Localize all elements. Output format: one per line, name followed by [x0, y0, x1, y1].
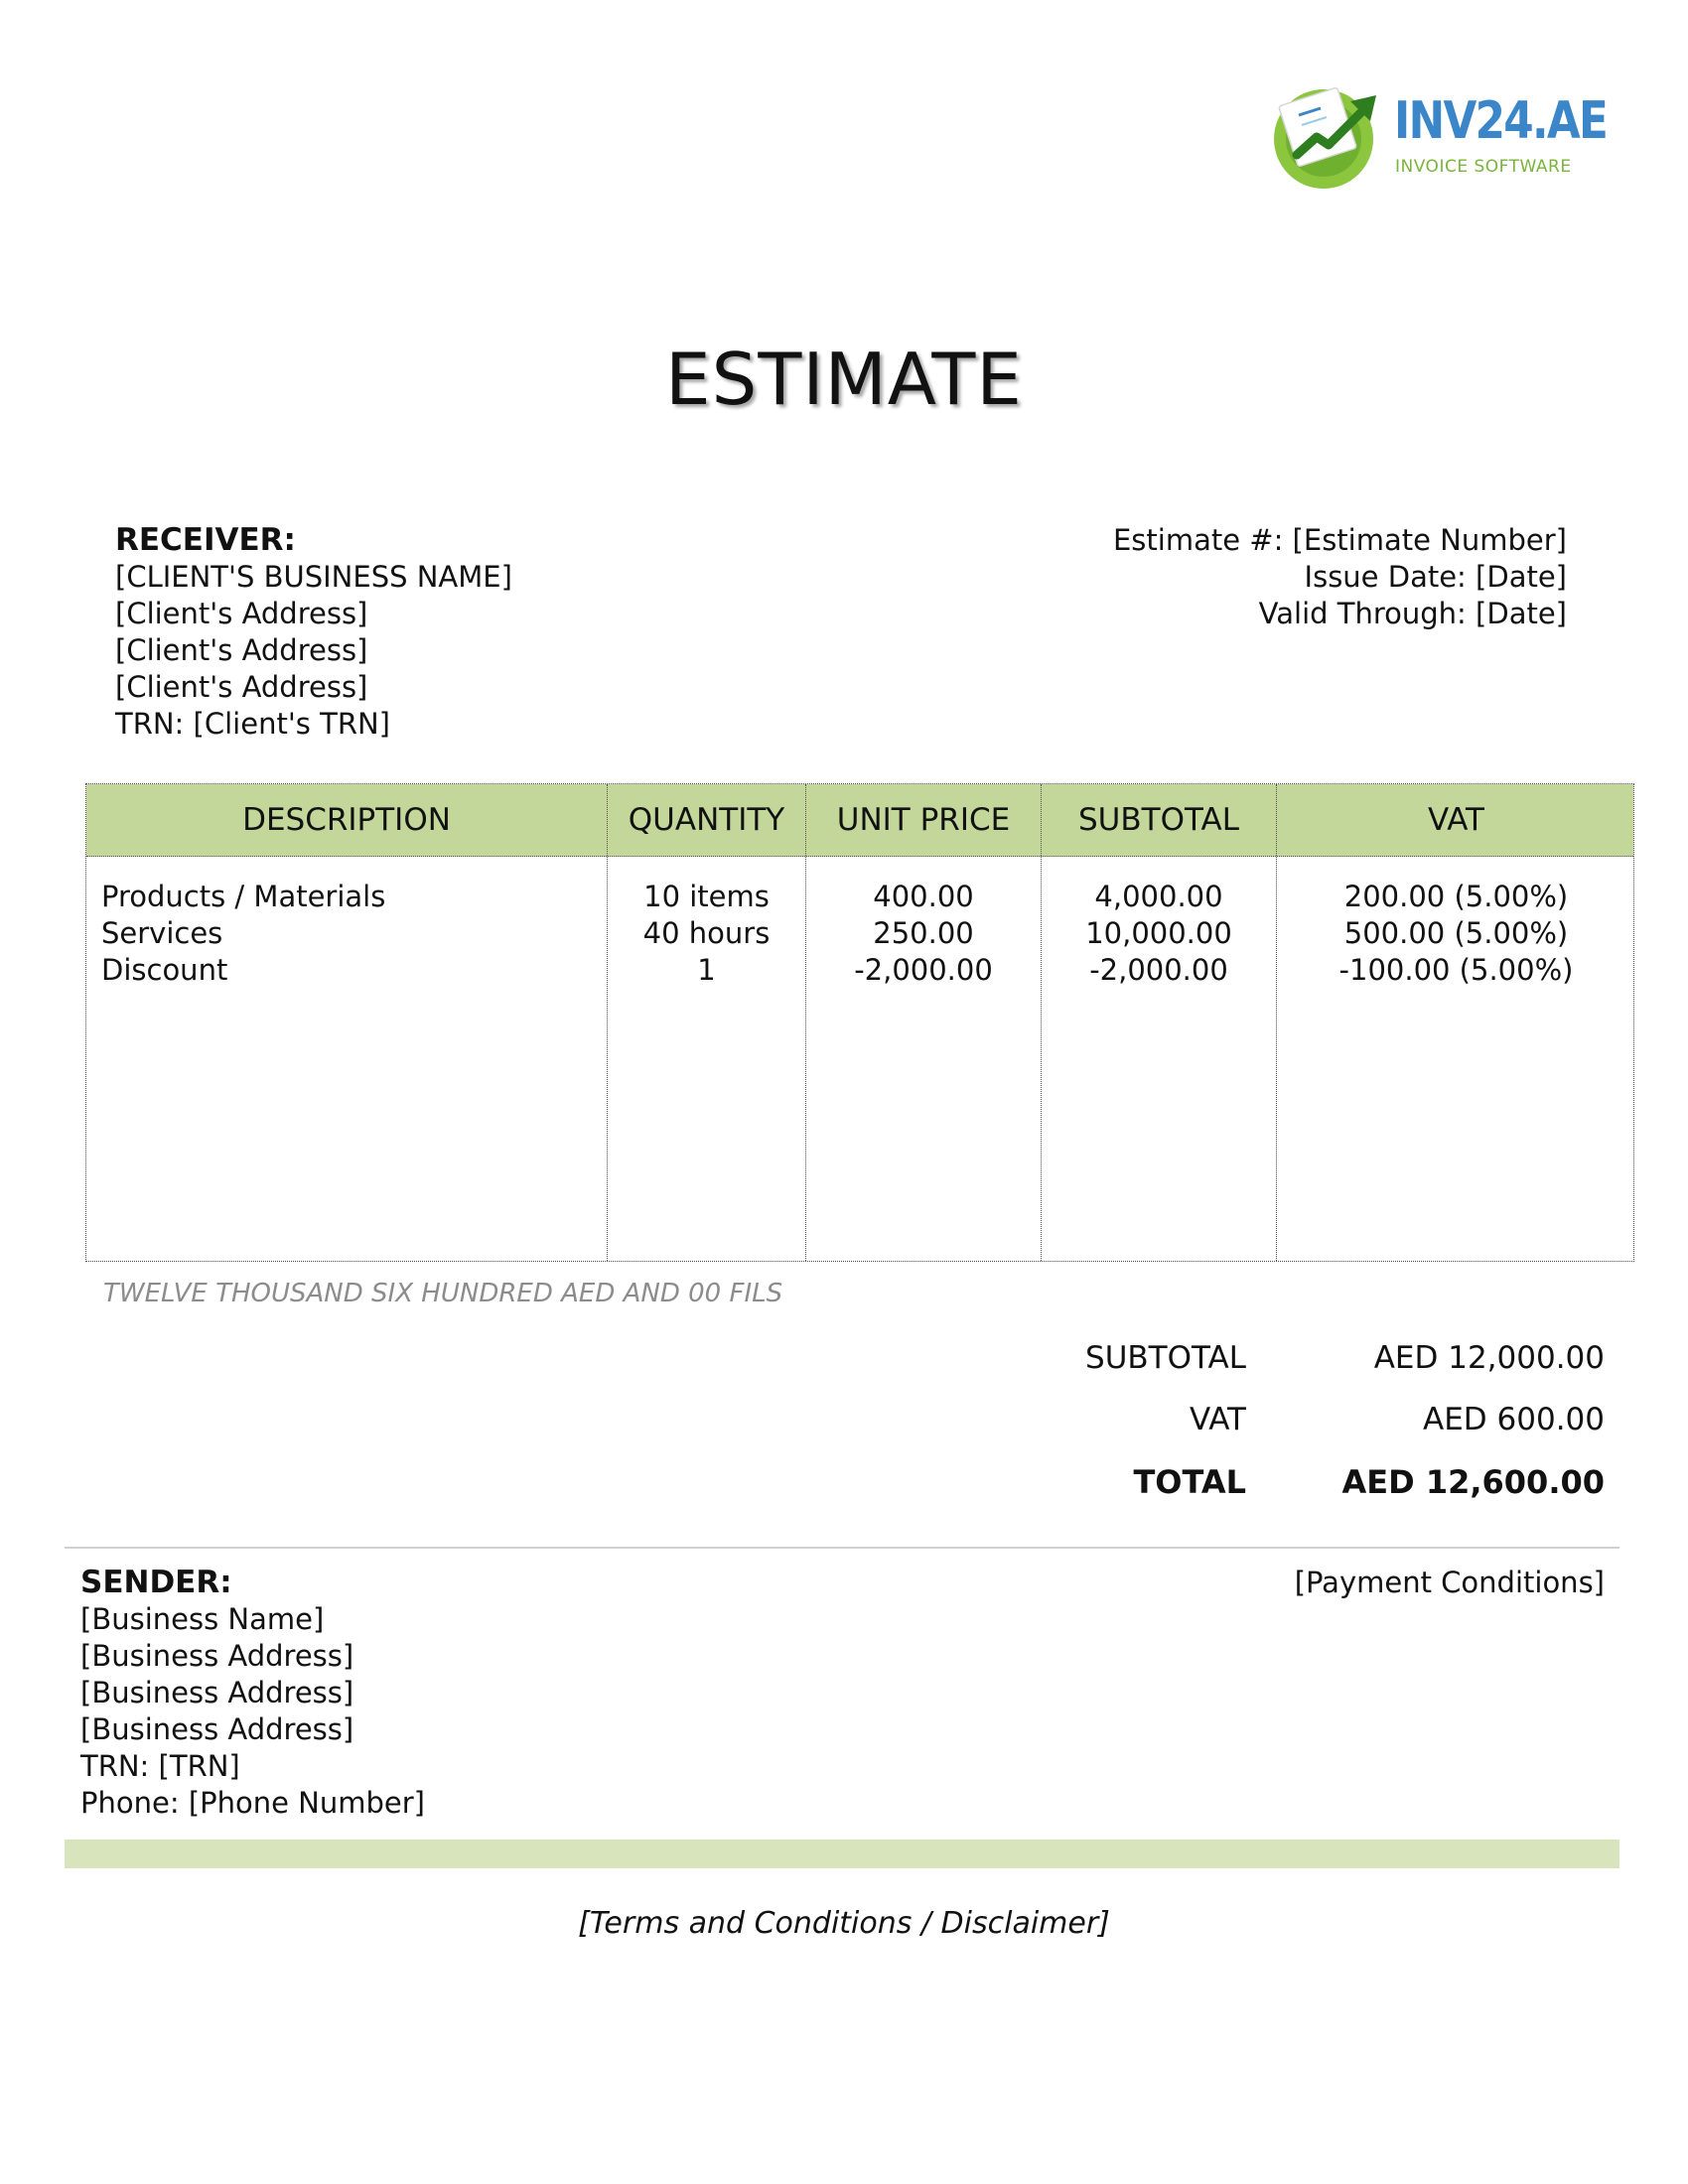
header-vat: VAT — [1428, 802, 1484, 838]
valid-through: Valid Through: [Date] — [1258, 597, 1567, 630]
section-divider — [65, 1547, 1619, 1549]
estimate-meta — [1113, 522, 1567, 632]
sender-trn: TRN: [TRN] — [80, 1749, 240, 1783]
cell-vat: 200.00 (5.00%) — [1343, 880, 1569, 913]
logo-tagline: INVOICE SOFTWARE — [1395, 157, 1572, 177]
payment-conditions: [Payment Conditions] — [1294, 1566, 1605, 1599]
totals-block — [993, 1340, 1605, 1519]
cell-quantity: 10 items — [643, 880, 770, 913]
column-subtotal — [1041, 784, 1276, 1261]
subtotal-row — [993, 1340, 1605, 1402]
cell-unit-price: 400.00 — [873, 880, 974, 913]
cell-description: Services — [101, 916, 223, 950]
cell-description: Products / Materials — [101, 880, 386, 913]
cell-unit-price: -2,000.00 — [854, 953, 993, 987]
cell-vat: -100.00 (5.00%) — [1338, 953, 1574, 987]
line-items-table — [85, 783, 1634, 1262]
receiver-business-name: [CLIENT'S BUSINESS NAME] — [115, 560, 512, 594]
receiver-address-line: [Client's Address] — [115, 633, 368, 667]
header-subtotal: SUBTOTAL — [1078, 802, 1239, 838]
document-title: ESTIMATE — [665, 338, 1023, 421]
logo-name: INV24.AE — [1394, 91, 1608, 151]
cell-quantity: 1 — [697, 953, 716, 987]
column-description — [86, 784, 607, 1261]
receiver-block — [115, 522, 512, 743]
receiver-address-line: [Client's Address] — [115, 597, 368, 630]
sender-address-line: [Business Address] — [80, 1676, 354, 1709]
cell-description: Discount — [101, 953, 228, 987]
total-label: TOTAL — [1133, 1463, 1246, 1501]
vat-row — [993, 1402, 1605, 1463]
receiver-trn: TRN: [Client's TRN] — [115, 707, 390, 741]
estimate-number: Estimate #: [Estimate Number] — [1112, 523, 1567, 557]
column-unit-price — [805, 784, 1041, 1261]
sender-address-line: [Business Address] — [80, 1639, 354, 1673]
receiver-address-line: [Client's Address] — [115, 670, 368, 704]
total-row — [993, 1463, 1605, 1519]
receiver-heading: RECEIVER: — [115, 522, 296, 558]
amount-in-words: TWELVE THOUSAND SIX HUNDRED AED AND 00 FILS — [103, 1279, 783, 1308]
column-quantity — [607, 784, 805, 1261]
total-value: AED 12,600.00 — [1341, 1463, 1605, 1501]
company-logo — [1269, 73, 1607, 199]
cell-quantity: 40 hours — [642, 916, 771, 950]
terms-and-conditions: [Terms and Conditions / Disclaimer] — [578, 1906, 1110, 1941]
sender-heading: SENDER: — [80, 1565, 232, 1600]
footer-band — [65, 1840, 1619, 1868]
sender-business-name: [Business Name] — [80, 1602, 325, 1636]
header-unit-price: UNIT PRICE — [836, 802, 1011, 838]
sender-phone: Phone: [Phone Number] — [80, 1786, 425, 1820]
subtotal-value: AED 12,000.00 — [1373, 1340, 1605, 1376]
cell-subtotal: 4,000.00 — [1094, 880, 1223, 913]
column-vat — [1276, 784, 1635, 1261]
header-description: DESCRIPTION — [242, 802, 451, 838]
issue-date: Issue Date: [Date] — [1304, 560, 1567, 594]
sender-address-line: [Business Address] — [80, 1712, 354, 1746]
cell-vat: 500.00 (5.00%) — [1343, 916, 1569, 950]
cell-subtotal: -2,000.00 — [1089, 953, 1228, 987]
cell-subtotal: 10,000.00 — [1085, 916, 1232, 950]
logo-chart-icon — [1269, 73, 1388, 193]
subtotal-label: SUBTOTAL — [1085, 1340, 1246, 1376]
cell-unit-price: 250.00 — [873, 916, 974, 950]
vat-value: AED 600.00 — [1423, 1402, 1605, 1437]
header-quantity: QUANTITY — [628, 802, 785, 838]
vat-label: VAT — [1190, 1402, 1246, 1437]
sender-block — [80, 1565, 425, 1822]
